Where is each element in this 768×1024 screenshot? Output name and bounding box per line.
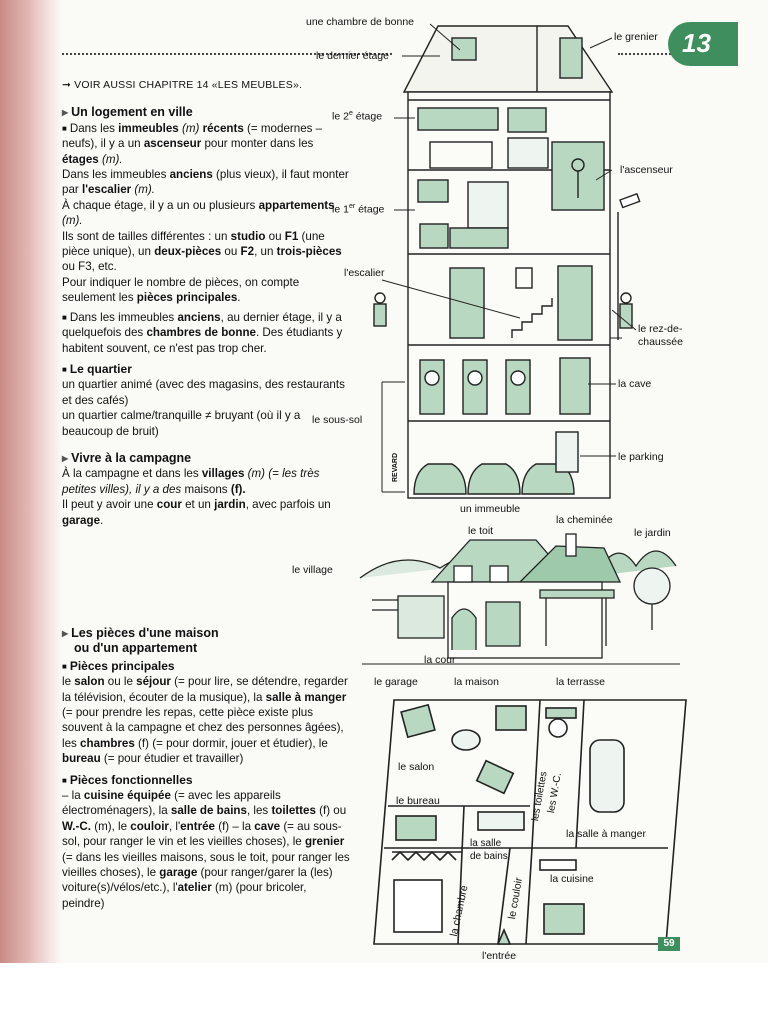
section-title-pieces-2: ou d'un appartement [74, 641, 198, 656]
para-city-2: Dans les immeubles anciens (plus vieux), il faut monter par l'escalier (m). [62, 168, 349, 197]
floor-plan [374, 700, 686, 944]
label-maison: la maison [454, 676, 499, 688]
building-illustration [374, 26, 640, 498]
label-village: le village [292, 564, 333, 576]
label-etage-2: le 2e étage [332, 110, 383, 123]
chimney [566, 534, 576, 556]
para-city-6: ■ Dans les immeubles anciens, au dernier étage, il y a quelquefois des chambres de bonne. Des étudiants y habitent souvent, ce n'est pas trop cher. [62, 310, 352, 356]
label-immeuble: un immeuble [460, 503, 521, 515]
label-cuisine: la cuisine [550, 873, 594, 885]
label-wc: les W.-C. [546, 772, 564, 814]
label-toilettes: les toilettes [530, 770, 550, 822]
dining-table [590, 740, 624, 812]
label-cave: la cave [618, 378, 652, 390]
label-bureau: le bureau [396, 795, 440, 807]
garage [398, 596, 444, 638]
car [414, 464, 466, 494]
section-title-campagne: ▶ Vivre à la campagne [62, 451, 352, 466]
label-dernier-etage: le dernier étage [316, 50, 389, 62]
para-campagne-1: À la campagne et dans les villages (m) (= les très petites villes), il y a des maisons (f). [62, 467, 320, 496]
car [468, 464, 520, 494]
page-number: 59 [658, 937, 680, 951]
quartier-line-1: un quartier animé (avec des magasins, des restaurants et des cafés) [62, 378, 345, 407]
principales-text: le salon ou le séjour (= pour lire, se détendre, regarder la télévision, écouter de la musique), la salle à manger (= pour prendre les repas, cette pièce existe plus souvent à la campagne et chez des personnes âgées), les chambres (f) (= pour dormir, jouer et étudier), le bureau (= pour étudier et travailler) [62, 675, 348, 766]
label-terrasse: la terrasse [556, 676, 606, 688]
label-rez-de-chaussee: le rez-de-chaussée [638, 323, 683, 348]
section-title-pieces-1: ▶ Les pièces d'une maison [62, 626, 352, 641]
house-illustration [360, 534, 680, 664]
label-chambre-bonne: une chambre de bonne [306, 16, 414, 28]
label-cour: la cour [424, 654, 456, 666]
see-also-note: ➞ VOIR AUSSI CHAPITRE 14 «LES MEUBLES». [62, 79, 303, 91]
para-city-5: Pour indiquer le nombre de pièces, on compte seulement les pièces principales. [62, 275, 300, 305]
label-etage-1: le 1er étage [332, 203, 385, 216]
para-city-3: À chaque étage, il y a un ou plusieurs appartements (m). [62, 198, 335, 228]
para-city-1: ■ Dans les immeubles (m) récents (= modernes – neufs), il y a un ascenseur pour monter dans les étages (m). [62, 121, 352, 167]
chapter-number: 13 [682, 28, 711, 58]
label-chambre: la chambre [448, 884, 471, 938]
label-toit: le toit [468, 525, 494, 537]
label-parking: le parking [618, 451, 664, 463]
label-salle-manger: la salle à manger [566, 828, 646, 840]
para-campagne-2: Il peut y avoir une cour et un jardin, avec parfois un garage. [62, 498, 331, 527]
label-couloir: le couloir [506, 876, 526, 921]
label-grenier: le grenier [614, 31, 658, 43]
label-salle-bains-2: de bains [470, 851, 508, 862]
principales-title: ■ Pièces principales [62, 659, 352, 674]
label-sous-sol: le sous-sol [312, 414, 363, 426]
label-salon: le salon [398, 761, 435, 773]
artist-signature: REVARD [392, 452, 399, 482]
label-entree: l'entrée [482, 950, 517, 962]
section-title-quartier: ■ Le quartier [62, 362, 352, 377]
label-cheminee: la cheminée [556, 514, 613, 526]
page-bottom-margin [0, 963, 768, 1024]
para-city-4: Ils sont de tailles différentes : un studio ou F1 (une pièce unique), un deux-pièces ou F2, un trois-pièces ou F3, etc. [62, 229, 342, 274]
label-ascenseur: l'ascenseur [620, 164, 673, 176]
attic-window [452, 38, 476, 60]
house-door [452, 609, 476, 650]
fonctionnelles-text: – la cuisine équipée (= avec les appareils électroménagers), la salle de bains, les toilettes (f) ou W.-C. (m), le couloir, l'entrée (f) – la cave (= au sous-sol, pour ranger le vin et les vieilles choses), le grenier (= dans les vieilles maisons, sous le toit, pour ranger les vieilles choses), le garage (pour ranger/garer la (les) voiture(s)/vélos/etc.), l'atelier (m) (pour bricoler, peindre) [62, 789, 350, 910]
label-escalier: l'escalier [344, 267, 385, 279]
label-garage: le garage [374, 676, 418, 688]
fonctionnelles-title: ■ Pièces fonctionnelles [62, 773, 352, 788]
section-title-city: ▶ Un logement en ville [62, 105, 352, 120]
label-salle-bains-1: la salle [470, 838, 502, 849]
quartier-line-2: un quartier calme/tranquille ≠ bruyant (où il y a beaucoup de bruit) [62, 409, 301, 438]
label-jardin: le jardin [634, 527, 671, 539]
